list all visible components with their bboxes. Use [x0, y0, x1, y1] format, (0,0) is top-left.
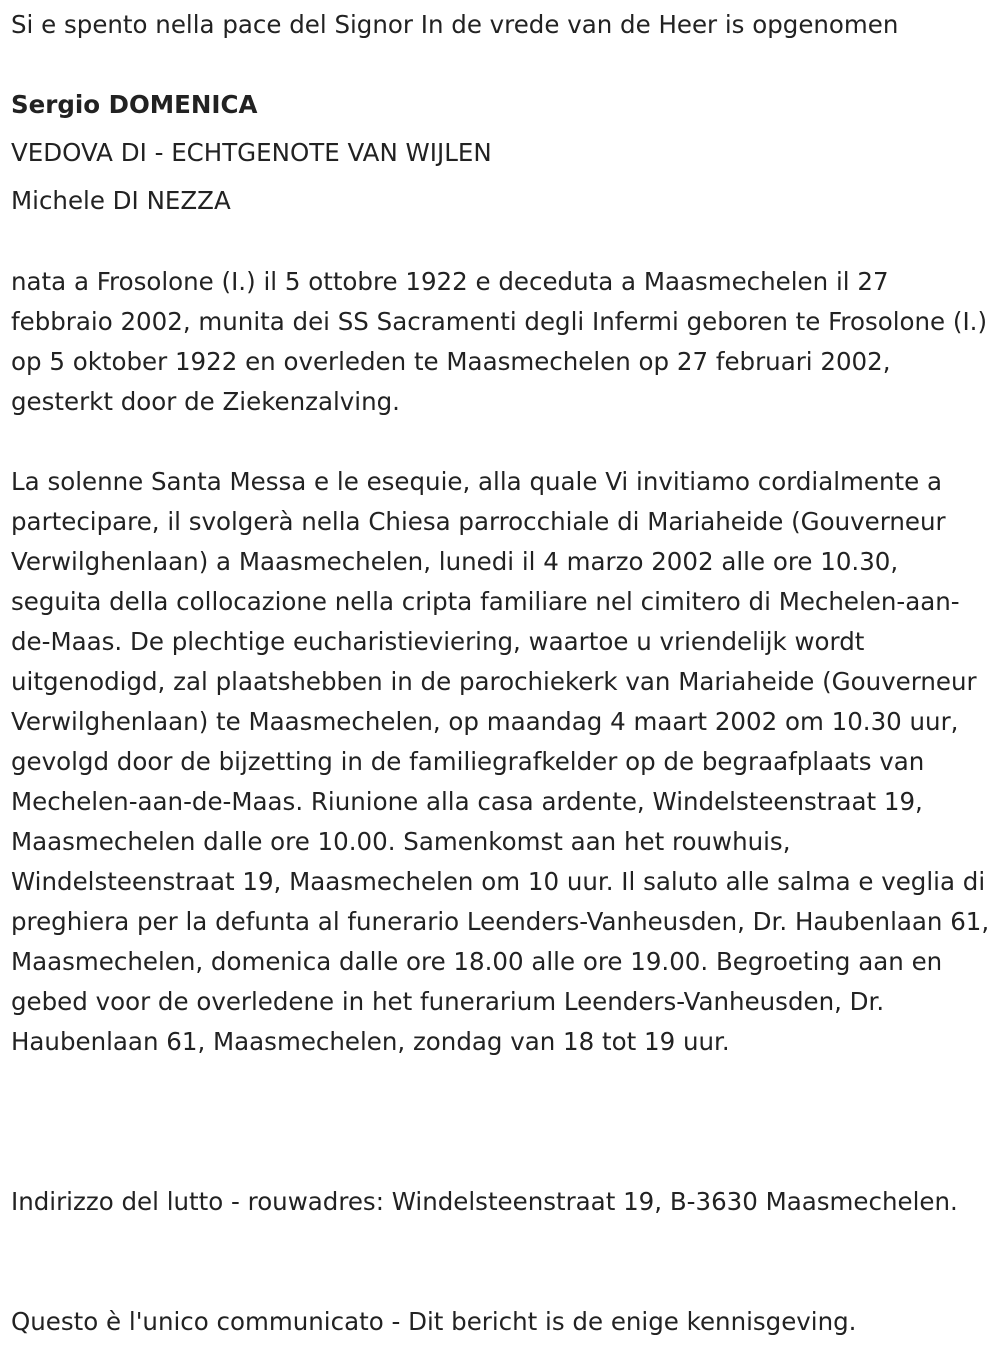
spouse-name: Michele DI NEZZA: [11, 186, 231, 215]
ceremony-paragraph: La solenne Santa Messa e le esequie, alla quale Vi invitiamo cordialmente a partecipare, il svolgerà nella Chiesa parrocchiale di Mariaheide (Gouverneur Verwilghenlaan) a Maasmechelen, lunedi il 4 marzo 2002 alle ore 10.30, seguita della collocazione nella cripta familiare nel cimitero di Mechelen-aan-de-Maas. De plechtige eucharistieviering, waartoe u vriendelijk wordt uitgenodigd, zal plaatshebben in de parochiekerk van Mariaheide (Gouverneur Verwilghenlaan) te Maasmechelen, op maandag 4 maart 2002 om 10.30 uur, gevolgd door de bijzetting in de familiegrafkelder op de begraafplaats van Mechelen-aan-de-Maas. Riunione alla casa ardente, Windelsteenstraat 19, Maasmechelen dalle ore 10.00. Samenkomst aan het rouwhuis, Windelsteenstraat 19, Maasmechelen om 10 uur. Il saluto alle salma e veglia di preghiera per la defunta al funerario Leenders-Vanheusden, Dr. Haubenlaan 61, Maasmechelen, domenica dalle ore 18.00 alle ore 19.00. Begroeting aan en gebed voor de overledene in het funerarium Leenders-Vanheusden, Dr. Haubenlaan 61, Maasmechelen, zondag van 18 tot 19 uur.: [11, 467, 990, 1056]
notice-heading: Si e spento nella pace del Signor In de vrede van de Heer is opgenomen: [11, 10, 899, 39]
closing-statement: Questo è l'unico communicato - Dit bericht is de enige kennisgeving.: [11, 1307, 857, 1336]
mourning-address: Indirizzo del lutto - rouwadres: Windelsteenstraat 19, B-3630 Maasmechelen.: [11, 1187, 958, 1216]
widow-of-label: VEDOVA DI - ECHTGENOTE VAN WIJLEN: [11, 138, 492, 167]
deceased-name: Sergio DOMENICA: [11, 90, 258, 119]
birth-death-paragraph: nata a Frosolone (I.) il 5 ottobre 1922 e deceduta a Maasmechelen il 27 febbraio 2002, munita dei SS Sacramenti degli Infermi geboren te Frosolone (I.) op 5 oktober 1922 en overleden te Maasmechelen op 27 februari 2002, gesterkt door de Ziekenzalving.: [11, 267, 988, 416]
